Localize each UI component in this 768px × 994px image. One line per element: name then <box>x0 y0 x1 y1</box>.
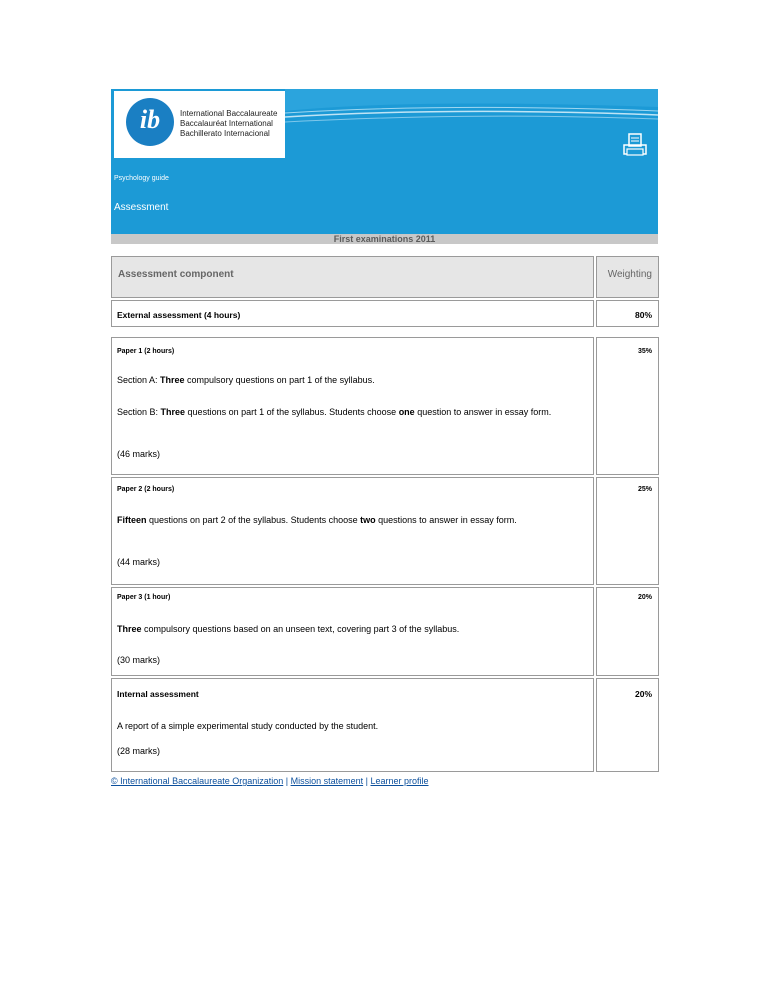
mission-statement-link[interactable]: Mission statement <box>290 776 364 786</box>
paper1-marks: (46 marks) <box>117 449 161 459</box>
paper2-marks: (44 marks) <box>117 557 161 567</box>
first-examinations-text: First examinations 2011 <box>333 234 436 244</box>
paper2-title: Paper 2 (2 hours) <box>117 486 175 493</box>
banner-swoosh <box>285 89 658 139</box>
copyright-link[interactable]: © International Baccalaureate Organization <box>111 776 284 786</box>
header-banner <box>111 89 658 234</box>
paper3-text: compulsory questions based on an unseen text, covering part 3 of the syllabus. <box>141 624 460 634</box>
ib-logo-mark: ib <box>126 98 174 146</box>
section-b-label: Section B: <box>117 407 161 417</box>
external-weighting: 80% <box>634 310 652 320</box>
paper2-text: questions on part 2 of the syllabus. Students choose <box>146 515 361 525</box>
printer-icon[interactable] <box>623 132 647 158</box>
footer-links <box>111 776 429 786</box>
paper3-bold: Three <box>117 624 142 634</box>
row-internal <box>111 678 594 772</box>
ib-logo[interactable] <box>114 91 285 158</box>
paper3-marks: (30 marks) <box>117 655 161 665</box>
internal-weighting-cell <box>596 678 659 772</box>
paper1-section-b <box>117 407 587 418</box>
paper1-section-a <box>117 375 587 386</box>
paper1-weighting: 35% <box>637 348 652 355</box>
section-a-label: Section A: <box>117 375 161 385</box>
paper1-weighting-cell <box>596 337 659 475</box>
paper2-weighting-cell <box>596 477 659 585</box>
internal-weighting: 20% <box>634 689 652 699</box>
internal-desc: A report of a simple experimental study conducted by the student. <box>117 721 379 731</box>
internal-title: Internal assessment <box>117 689 199 699</box>
header-component-label: Assessment component <box>118 269 234 280</box>
section-b-bold2: one <box>398 407 415 417</box>
logo-line-es: Bachillerato Internacional <box>180 129 270 138</box>
paper3-weighting: 20% <box>637 594 652 601</box>
page-title: Assessment <box>114 202 169 213</box>
header-cell-weighting <box>596 256 659 298</box>
header-cell-component <box>111 256 594 298</box>
section-b-bold: Three <box>160 407 186 417</box>
psychology-guide-link[interactable]: Psychology guide <box>114 175 169 182</box>
row-external <box>111 300 594 327</box>
paper2-bold2: two <box>360 515 376 525</box>
external-weighting-cell <box>596 300 659 327</box>
footer-separator-2: | <box>363 776 371 786</box>
paper3-title: Paper 3 (1 hour) <box>117 594 171 601</box>
section-a-text: compulsory questions on part 1 of the syllabus. <box>184 375 375 385</box>
row-paper2 <box>111 477 594 585</box>
paper3-weighting-cell <box>596 587 659 676</box>
section-b-text: questions on part 1 of the syllabus. Students choose <box>185 407 399 417</box>
paper2-weighting: 25% <box>637 486 652 493</box>
paper2-desc <box>117 515 587 526</box>
internal-marks: (28 marks) <box>117 746 161 756</box>
learner-profile-link[interactable]: Learner profile <box>370 776 429 786</box>
row-paper3 <box>111 587 594 676</box>
header-weighting-label: Weighting <box>607 269 652 280</box>
paper2-bold: Fifteen <box>117 515 147 525</box>
footer-separator: | <box>283 776 291 786</box>
paper3-desc <box>117 624 587 635</box>
ib-logo-text <box>180 109 277 139</box>
paper1-title: Paper 1 (2 hours) <box>117 348 175 355</box>
section-a-bold: Three <box>160 375 185 385</box>
paper2-text2: questions to answer in essay form. <box>375 515 517 525</box>
row-paper1 <box>111 337 594 475</box>
section-b-text2: question to answer in essay form. <box>414 407 552 417</box>
logo-line-en: International Baccalaureate <box>180 109 278 118</box>
external-title: External assessment (4 hours) <box>117 310 241 320</box>
first-examinations-bar <box>111 234 658 244</box>
logo-line-fr: Baccalauréat International <box>180 119 273 128</box>
